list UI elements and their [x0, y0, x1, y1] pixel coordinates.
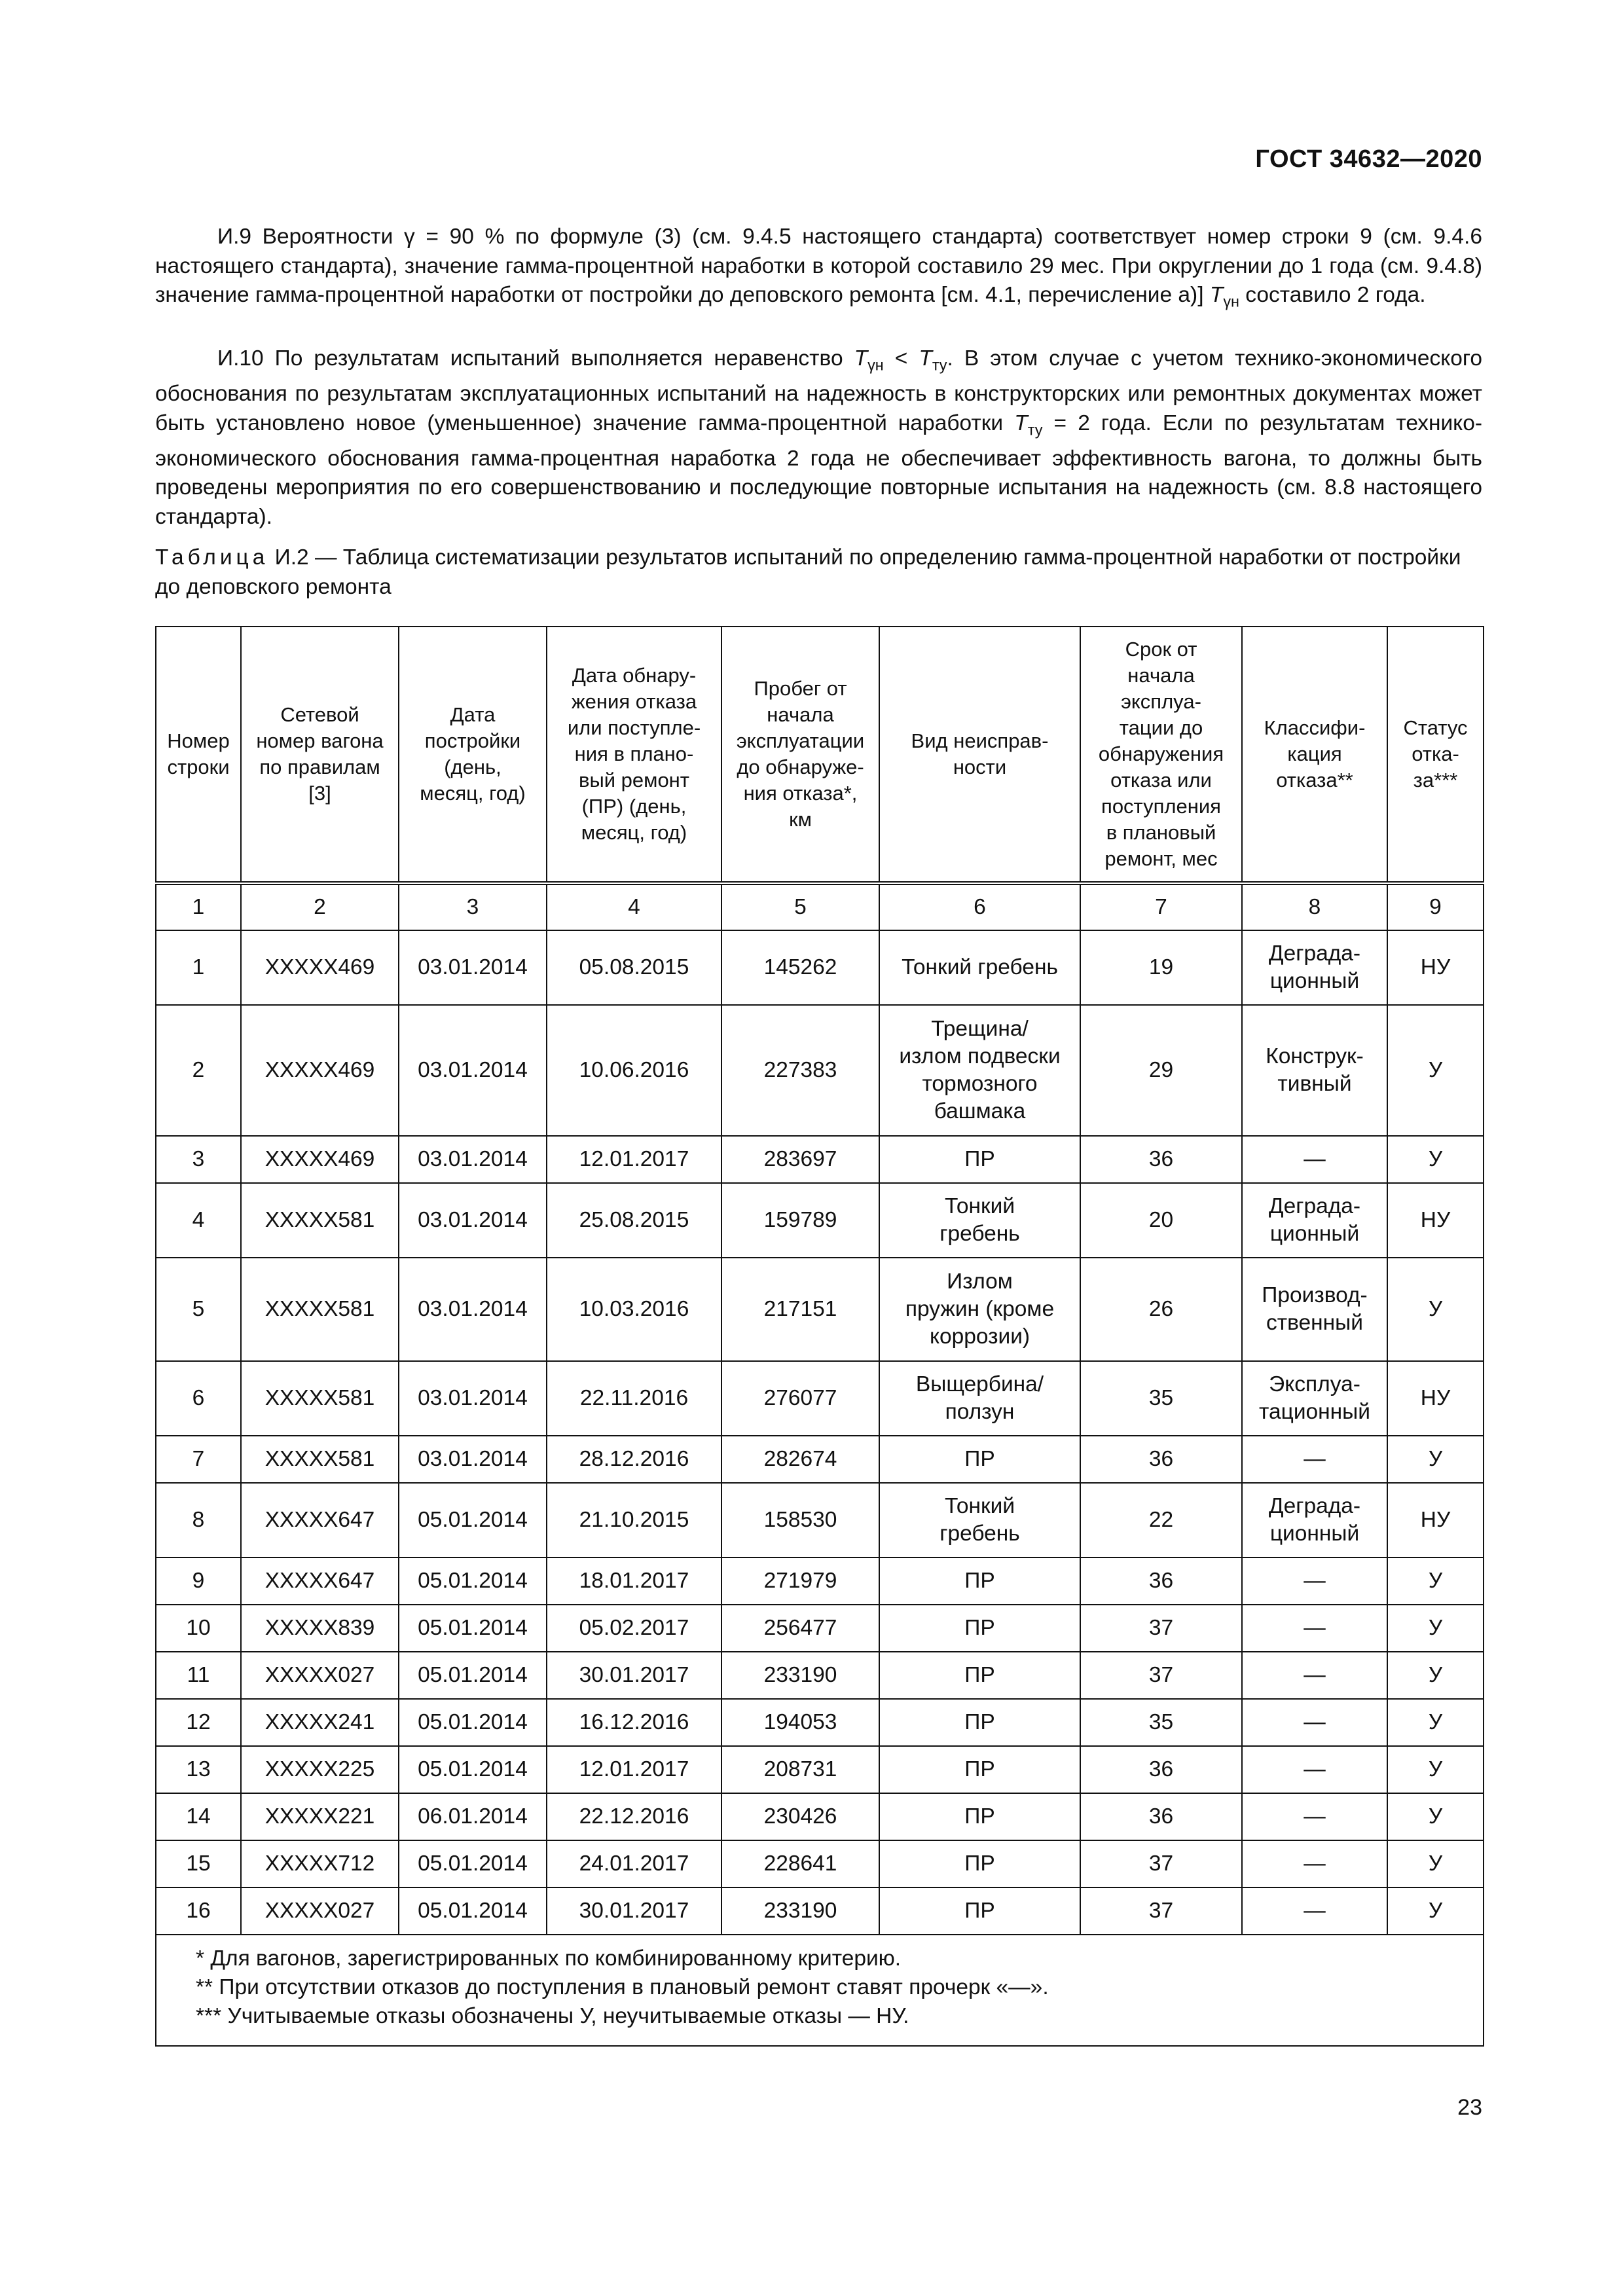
table-cell: 271979	[721, 1558, 879, 1605]
column-number-1: 1	[156, 883, 241, 930]
table-caption	[155, 543, 1482, 602]
table-cell: 35	[1080, 1361, 1242, 1436]
table-cell: 14	[156, 1793, 241, 1840]
column-header-5: Пробег от начала эксплуатации до обнаруже- ния отказа*, км	[721, 627, 879, 883]
table-cell: 19	[1080, 930, 1242, 1005]
table-note: ** При отсутствии отказов до поступления в плановый ремонт ставят прочерк «—».	[196, 1975, 1049, 1999]
column-number-4: 4	[547, 883, 721, 930]
table-notes	[156, 1935, 1484, 2046]
table-cell: 35	[1080, 1699, 1242, 1746]
table-cell: 5	[156, 1258, 241, 1361]
table-cell: XXXXX469	[241, 1136, 399, 1183]
table-cell: У	[1387, 1746, 1484, 1793]
table-cell: 208731	[721, 1746, 879, 1793]
column-number-6: 6	[879, 883, 1080, 930]
table-cell: 05.01.2014	[399, 1605, 547, 1652]
table-cell: 15	[156, 1840, 241, 1887]
table-row	[156, 1887, 1484, 1935]
table-cell: Трещина/ излом подвески тормозного башмака	[879, 1005, 1080, 1136]
table-cell: —	[1242, 1605, 1387, 1652]
table-cell: 10.03.2016	[547, 1258, 721, 1361]
table-cell: ПР	[879, 1605, 1080, 1652]
column-header-4: Дата обнару- жения отказа или поступле- ния в плано- вый ремонт (ПР) (день, месяц, год)	[547, 627, 721, 883]
results-table	[155, 626, 1484, 2047]
symbol-t: T	[919, 346, 932, 371]
table-cell: 28.12.2016	[547, 1436, 721, 1483]
table-cell: 36	[1080, 1136, 1242, 1183]
table-cell: Производ- ственный	[1242, 1258, 1387, 1361]
table-cell: 05.01.2014	[399, 1483, 547, 1558]
table-cell: 1	[156, 930, 241, 1005]
table-row	[156, 930, 1484, 1005]
table-cell: 4	[156, 1183, 241, 1258]
column-number-8: 8	[1242, 883, 1387, 930]
table-cell: 05.01.2014	[399, 1746, 547, 1793]
table-cell: 24.01.2017	[547, 1840, 721, 1887]
table-cell: ПР	[879, 1699, 1080, 1746]
paragraph-i9	[155, 223, 1482, 316]
table-cell: 05.01.2014	[399, 1887, 547, 1935]
table-cell: XXXXX581	[241, 1183, 399, 1258]
table-cell: —	[1242, 1840, 1387, 1887]
table-cell: У	[1387, 1840, 1484, 1887]
table-row	[156, 1558, 1484, 1605]
table-cell: 256477	[721, 1605, 879, 1652]
table-cell: У	[1387, 1558, 1484, 1605]
paragraph-i10-part-b: . В этом случае с учетом технико-экономического обоснования по результатам эксплуатационных испытаний на надежность в конструкторских или ремонтных документах может быть установлено новое (уменьшенное) значение гамма-процентной наработки	[155, 346, 1482, 435]
column-number-2: 2	[241, 883, 399, 930]
table-cell: —	[1242, 1136, 1387, 1183]
table-cell: 227383	[721, 1005, 879, 1136]
table-cell: 10	[156, 1605, 241, 1652]
table-cell: 36	[1080, 1558, 1242, 1605]
table-cell: —	[1242, 1558, 1387, 1605]
table-cell: 37	[1080, 1605, 1242, 1652]
table-cell: 12.01.2017	[547, 1746, 721, 1793]
table-cell: У	[1387, 1436, 1484, 1483]
table-cell: —	[1242, 1436, 1387, 1483]
table-cell: 6	[156, 1361, 241, 1436]
table-row	[156, 1605, 1484, 1652]
table-cell: 36	[1080, 1793, 1242, 1840]
symbol-t: T	[854, 346, 868, 371]
column-number-7: 7	[1080, 883, 1242, 930]
table-cell: XXXXX712	[241, 1840, 399, 1887]
table-cell: XXXXX581	[241, 1258, 399, 1361]
table-caption-label: Таблица	[155, 545, 269, 570]
table-cell: 05.02.2017	[547, 1605, 721, 1652]
table-cell: XXXXX581	[241, 1361, 399, 1436]
table-cell: 05.08.2015	[547, 930, 721, 1005]
paragraph-i10	[155, 344, 1482, 532]
table-cell: XXXXX581	[241, 1436, 399, 1483]
table-cell: 283697	[721, 1136, 879, 1183]
table-cell: ПР	[879, 1558, 1080, 1605]
table-cell: XXXXX469	[241, 1005, 399, 1136]
table-cell: 29	[1080, 1005, 1242, 1136]
table-cell: 194053	[721, 1699, 879, 1746]
table-cell: 233190	[721, 1652, 879, 1699]
table-cell: 217151	[721, 1258, 879, 1361]
table-cell: У	[1387, 1652, 1484, 1699]
table-cell: 30.01.2017	[547, 1652, 721, 1699]
table-cell: 05.01.2014	[399, 1840, 547, 1887]
table-cell: Деграда- ционный	[1242, 1183, 1387, 1258]
table-cell: XXXXX241	[241, 1699, 399, 1746]
table-cell: 03.01.2014	[399, 1005, 547, 1136]
paragraph-i9-tail: составило 2 года.	[1245, 283, 1426, 307]
table-cell: 05.01.2014	[399, 1699, 547, 1746]
table-cell: —	[1242, 1887, 1387, 1935]
table-cell: Тонкий гребень	[879, 1183, 1080, 1258]
table-cell: 03.01.2014	[399, 1183, 547, 1258]
table-cell: 36	[1080, 1436, 1242, 1483]
table-cell: ПР	[879, 1840, 1080, 1887]
table-cell: 03.01.2014	[399, 930, 547, 1005]
table-notes-row	[156, 1935, 1484, 2046]
table-header-row	[156, 627, 1484, 883]
table-cell: 03.01.2014	[399, 1258, 547, 1361]
table-cell: ПР	[879, 1436, 1080, 1483]
column-header-7: Срок от начала эксплуа- тации до обнаружения отказа или поступления в плановый ремонт, мес	[1080, 627, 1242, 883]
table-cell: XXXXX027	[241, 1887, 399, 1935]
column-header-2: Сетевой номер вагона по правилам [3]	[241, 627, 399, 883]
column-header-3: Дата постройки (день, месяц, год)	[399, 627, 547, 883]
table-cell: Деграда- ционный	[1242, 1483, 1387, 1558]
table-row	[156, 1136, 1484, 1183]
table-cell: 13	[156, 1746, 241, 1793]
table-cell: XXXXX469	[241, 930, 399, 1005]
column-header-1: Номер строки	[156, 627, 241, 883]
column-number-3: 3	[399, 883, 547, 930]
table-cell: XXXXX225	[241, 1746, 399, 1793]
subscript-gamma-n: γн	[867, 356, 884, 374]
table-cell: Тонкий гребень	[879, 1483, 1080, 1558]
table-cell: 11	[156, 1652, 241, 1699]
table-cell: У	[1387, 1258, 1484, 1361]
table-cell: Выщербина/ ползун	[879, 1361, 1080, 1436]
table-cell: У	[1387, 1136, 1484, 1183]
symbol-t: T	[1209, 283, 1224, 307]
table-row	[156, 1699, 1484, 1746]
table-cell: ПР	[879, 1746, 1080, 1793]
table-cell: 37	[1080, 1652, 1242, 1699]
table-cell: Эксплуа- тационный	[1242, 1361, 1387, 1436]
table-row	[156, 1840, 1484, 1887]
table-cell: Конструк- тивный	[1242, 1005, 1387, 1136]
table-cell: 12	[156, 1699, 241, 1746]
table-cell: 12.01.2017	[547, 1136, 721, 1183]
table-cell: 9	[156, 1558, 241, 1605]
table-cell: 16.12.2016	[547, 1699, 721, 1746]
table-cell: ПР	[879, 1136, 1080, 1183]
table-cell: 18.01.2017	[547, 1558, 721, 1605]
table-cell: 05.01.2014	[399, 1558, 547, 1605]
column-header-9: Статус отка- за***	[1387, 627, 1484, 883]
table-row	[156, 1652, 1484, 1699]
table-cell: XXXXX839	[241, 1605, 399, 1652]
table-cell: 21.10.2015	[547, 1483, 721, 1558]
table-cell: 22.11.2016	[547, 1361, 721, 1436]
table-cell: 37	[1080, 1840, 1242, 1887]
table-cell: 03.01.2014	[399, 1136, 547, 1183]
table-cell: У	[1387, 1005, 1484, 1136]
table-cell: 36	[1080, 1746, 1242, 1793]
table-cell: 2	[156, 1005, 241, 1136]
symbol-t: T	[1014, 410, 1028, 435]
table-cell: —	[1242, 1793, 1387, 1840]
table-cell: 03.01.2014	[399, 1436, 547, 1483]
table-cell: 30.01.2017	[547, 1887, 721, 1935]
table-note: *** Учитываемые отказы обозначены У, неучитываемые отказы — НУ.	[196, 2004, 909, 2028]
table-cell: Деграда- ционный	[1242, 930, 1387, 1005]
table-cell: НУ	[1387, 1483, 1484, 1558]
subscript-ty: ту	[1027, 421, 1043, 439]
paragraph-i9-text: И.9 Вероятности γ = 90 % по формуле (3) (см. 9.4.5 настоящего стандарта) соответствует номер строки 9 (см. 9.4.6 настоящего стандарта), значение гамма-процентной наработки в которой составило 29 мес. При округлении до 1 года (см. 9.4.8) значение гамма-процентной наработки от постройки до деповского ремонта [см. 4.1, перечисление а)]	[155, 225, 1482, 307]
table-cell: 230426	[721, 1793, 879, 1840]
table-cell: 25.08.2015	[547, 1183, 721, 1258]
table-row	[156, 1361, 1484, 1436]
table-cell: 16	[156, 1887, 241, 1935]
less-than-sign: <	[894, 346, 908, 371]
table-note: * Для вагонов, зарегистрированных по комбинированному критерию.	[196, 1946, 902, 1971]
table-cell: XXXXX027	[241, 1652, 399, 1699]
table-caption-text: И.2 — Таблица систематизации результатов испытаний по определению гамма-процентной наработки от постройки до деповского ремонта	[155, 545, 1461, 599]
table-cell: У	[1387, 1793, 1484, 1840]
table-cell: 22	[1080, 1483, 1242, 1558]
table-cell: 26	[1080, 1258, 1242, 1361]
paragraph-i10-part-c: = 2 года. Если по результатам технико-экономического обоснования гамма-процентная наработка 2 года не обеспечивает эффективность вагона, то должны быть проведены мероприятия по его совершенствованию и последующие повторные испытания на надежность (см. 8.8 настоящего стандарта).	[155, 410, 1482, 529]
table-cell: 8	[156, 1483, 241, 1558]
table-cell: —	[1242, 1652, 1387, 1699]
table-cell: ПР	[879, 1793, 1080, 1840]
table-row	[156, 1483, 1484, 1558]
paragraph-i10-part-a: И.10 По результатам испытаний выполняется неравенство	[217, 346, 843, 371]
table-cell: Излом пружин (кроме коррозии)	[879, 1258, 1080, 1361]
table-cell: ПР	[879, 1887, 1080, 1935]
table-cell: 233190	[721, 1887, 879, 1935]
table-row	[156, 1258, 1484, 1361]
table-cell: 159789	[721, 1183, 879, 1258]
table-row	[156, 1436, 1484, 1483]
column-number-5: 5	[721, 883, 879, 930]
table-cell: 145262	[721, 930, 879, 1005]
table-cell: 3	[156, 1136, 241, 1183]
table-cell: НУ	[1387, 930, 1484, 1005]
document-header: ГОСТ 34632—2020	[1255, 145, 1482, 173]
column-header-6: Вид неисправ- ности	[879, 627, 1080, 883]
table-cell: У	[1387, 1605, 1484, 1652]
table-row	[156, 1746, 1484, 1793]
table-row	[156, 1793, 1484, 1840]
subscript-gamma-n: γн	[1223, 293, 1239, 310]
table-cell: 282674	[721, 1436, 879, 1483]
column-number-9: 9	[1387, 883, 1484, 930]
table-cell: 05.01.2014	[399, 1652, 547, 1699]
table-cell: ПР	[879, 1652, 1080, 1699]
table-cell: 228641	[721, 1840, 879, 1887]
column-header-8: Классифи- кация отказа**	[1242, 627, 1387, 883]
table-cell: 06.01.2014	[399, 1793, 547, 1840]
table-cell: НУ	[1387, 1183, 1484, 1258]
table-cell: 20	[1080, 1183, 1242, 1258]
table-cell: 158530	[721, 1483, 879, 1558]
table-cell: НУ	[1387, 1361, 1484, 1436]
column-number-row	[156, 883, 1484, 930]
table-cell: XXXXX221	[241, 1793, 399, 1840]
table-cell: 276077	[721, 1361, 879, 1436]
table-cell: У	[1387, 1887, 1484, 1935]
table-cell: 10.06.2016	[547, 1005, 721, 1136]
table-cell: 37	[1080, 1887, 1242, 1935]
table-cell: 22.12.2016	[547, 1793, 721, 1840]
table-cell: 7	[156, 1436, 241, 1483]
table-cell: XXXXX647	[241, 1483, 399, 1558]
page-number: 23	[1457, 2095, 1482, 2120]
table-cell: Тонкий гребень	[879, 930, 1080, 1005]
table-row	[156, 1005, 1484, 1136]
subscript-ty: ту	[932, 356, 947, 374]
table-cell: XXXXX647	[241, 1558, 399, 1605]
table-cell: —	[1242, 1746, 1387, 1793]
table-cell: 03.01.2014	[399, 1361, 547, 1436]
table-cell: —	[1242, 1699, 1387, 1746]
table-row	[156, 1183, 1484, 1258]
table-cell: У	[1387, 1699, 1484, 1746]
